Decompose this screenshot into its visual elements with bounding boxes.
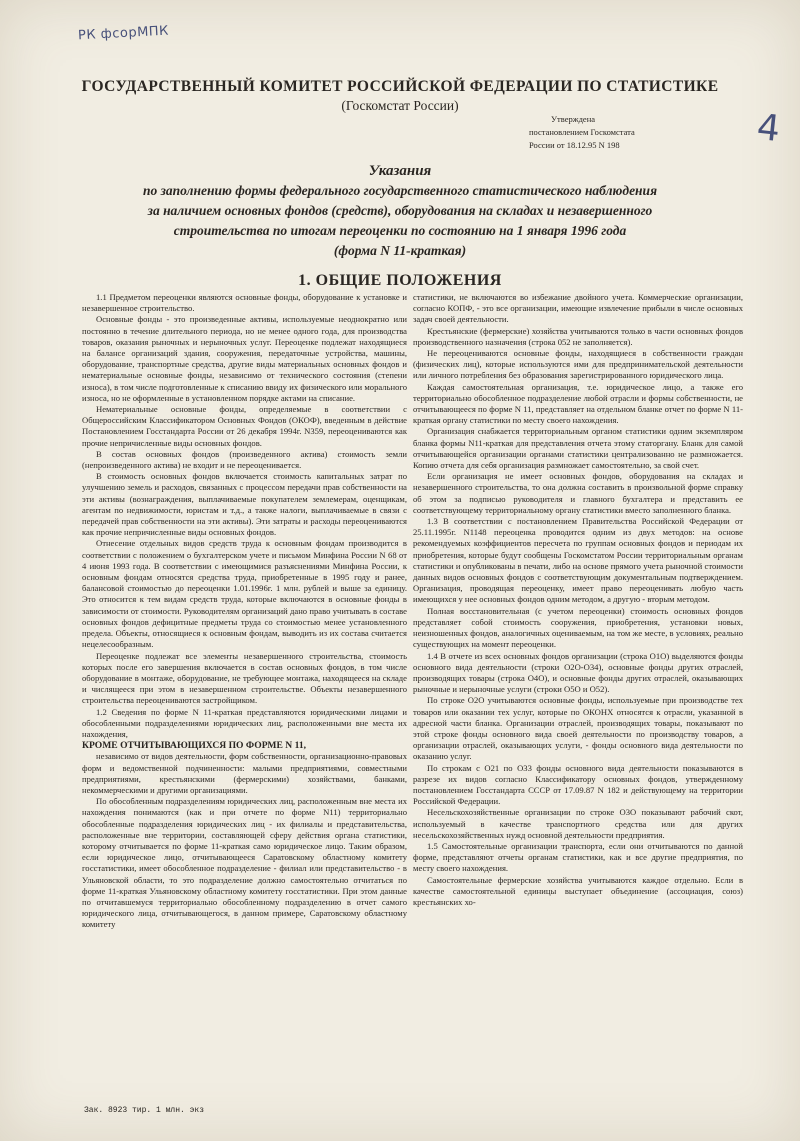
- paragraph: Не переоцениваются основные фонды, находящиеся в собственности граждан (физических лиц), которые используются ими для предпринимательской деятельности или личного потребления без образования зарегистрированного юридического лица.: [413, 348, 743, 381]
- approval-line-date: России от 18.12.95 N 198: [529, 140, 620, 150]
- approval-line-approved: Утверждена: [551, 114, 596, 124]
- paragraph: 1.4 В отчете из всех основных фондов организации (строка О1О) выделяются фонды основного вида деятельности (строки О2О-О34), основные фонды других отраслей, производящих товары (строка О4О), и основные фонды других отраслей, оказывающих рыночные и нерыночные услуги (строки О5О и О52).: [413, 650, 743, 695]
- right-text-column: [413, 292, 743, 1062]
- subheading-line: по заполнению формы федерального государственного статистического наблюдения: [142, 183, 658, 198]
- subheading-line: за наличием основных фондов (средств), оборудования на складах и незавершенного: [147, 203, 653, 218]
- paragraph: Полная восстановительная (с учетом переоценки) стоимость основных фондов представляет собой стоимость сооружения, приобретения, установки новых, неизношенных фондов, аналогичных оцениваемым, на том же месте, в условиях, реально существующих на момент переоценки.: [413, 605, 743, 650]
- document-subheading: [55, 181, 745, 261]
- paragraph: По строкам с О21 по О33 фонды основного вида деятельности показываются в разрезе их видов согласно Классификатору основных фондов, утвержденному постановлением Госстандарта СССР от 17.09.87 N 182 и действующему на территории Российской Федерации.: [413, 762, 743, 807]
- paragraph: Самостоятельные фермерские хозяйства учитываются каждое отдельно. Если в качестве самостоятельной единицы выступает объединение (ассоциация, союз) крестьянских хо-: [413, 874, 743, 907]
- organization-short-name: (Госкомстат России): [341, 98, 459, 113]
- paragraph: В состав основных фондов (произведенного актива) стоимость земли (непроизведенного актива) не входит и не переоценивается.: [82, 448, 407, 471]
- organization-title: ГОСУДАРСТВЕННЫЙ КОМИТЕТ РОССИЙСКОЙ ФЕДЕРАЦИИ ПО СТАТИСТИКЕ: [81, 78, 719, 95]
- approval-stamp: [529, 113, 709, 152]
- paragraph: 1.5 Самостоятельные организации транспорта, если они отчитываются по данной форме, представляют отчеты органам статистики, как и все другие предприятия, по месту своего нахождения.: [413, 840, 743, 874]
- paragraph: 1.1 Предметом переоценки являются основные фонды, оборудование к установке и незавершенное строительство.: [82, 292, 407, 314]
- paragraph: По обособленным подразделениям юридических лиц, расположенным вне места их нахождения понимаются (как и при отчете по форме N11) территориально обособленные подразделения юридических лиц - их филиалы и представительства, расположенные вне территории, составляющей сферу действия органа статистики, которому отчитывается по форме 11-краткая само юридическое лицо. Таким образом, если юридическое лицо, отчитывающееся Саратовскому областному комитету госстатистики, имеет обособленное подразделение - филиал или представительство - в Ульяновской области, то это подразделение должно самостоятельно отчитаться по форме 11-краткая Ульяновскому областному комитету госстатистики. При этом данные по отчитавшемуся территориально обособленному подразделению в отчет самого юридического лица, отчитывающегося, в данном примере, Саратовскому областному комитету: [82, 796, 407, 930]
- paragraph: Крестьянские (фермерские) хозяйства учитываются только в части основных фондов производственного назначения (строка 052 не заполняется).: [413, 325, 743, 347]
- paragraph: Каждая самостоятельная организация, т.е. юридическое лицо, а также его территориально обособленное подразделение любой отрасли и формы собственности, не отчитывающееся по форме N 11, представляет на отдельном бланке отчет по форме N 11-краткая органу статистики по месту своего нахождения.: [413, 381, 743, 426]
- paragraph: Если организация не имеет основных фондов, оборудования на складах и незавершенного строительства, то она должна составить в произвольной форме справку об этом за подписью руководителя и главного бухгалтера и представить ее соответствующему территориальному органу статистики вместо заполненного бланка.: [413, 471, 743, 515]
- paragraph: независимо от видов деятельности, форм собственности, организационно-правовых форм и ведомственной подчиненности: малыми предприятиями, совместными предприятиями, крестьянскими (фермерскими) хозяйствами, банками, некоммерческими и другими организациями.: [82, 751, 407, 795]
- paragraph: статистики, не включаются во избежание двойного учета. Коммерческие организации, согласно КОПФ, - это все организации, имеющие извлечение прибыли в числе основных задач своей деятельности.: [413, 292, 743, 325]
- paragraph: Отнесение отдельных видов средств труда к основным фондам производится в соответствии с положением о бухгалтерском учете и письмом Минфина России N 68 от 4 июня 1993 года. В соответствии с имеющимися разъяснениями Минфина России, к основным фондам относятся средства труда, приобретенные в 1995 году и ранее, балансовой стоимостью до переоценки 1.01.1996г. 1 млн. рублей и выше за единицу. Это относится к тем видам средств труда, которые включаются в основные фонды в зависимости от стоимости. Руководителям организаций дано право учитывать в составе основных фондов дефицитные предметы труда со стоимостью менее установленного предела. Объекты, относящиеся к основным фондам, выводить из их состава считается нецелесообразным.: [82, 538, 407, 650]
- emphasized-paragraph: КРОМЕ ОТЧИТЫВАЮЩИХСЯ ПО ФОРМЕ N 11,: [82, 740, 307, 752]
- subheading-line: строительства по итогам переоценки по состоянию на 1 января 1996 года: [173, 223, 627, 238]
- print-order-footer: Зак. 8923 тир. 1 млн. экз: [84, 1106, 205, 1115]
- paragraph: 1.2 Сведения по форме N 11-краткая представляются юридическими лицами и обособленными подразделениями юридических лиц, расположенными вне места их нахождения,: [82, 706, 407, 739]
- paragraph: Нематериальные основные фонды, определяемые в соответствии с Общероссийским Классификатором Основных Фондов (ОКОФ), введенным в действие Постановлением Госстандарта России от 26 декабря 1994г. N359, переоцениваются как прочие непричисленные виды основных фондов.: [82, 404, 407, 448]
- paragraph: Переоценке подлежат все элементы незавершенного строительства, стоимость которых после его завершения включается в состав основных фондов, в том числе оборудование в монтаже, оборудование, не требующее монтажа, находящееся на складе и числящееся при этом в незавершенном строительстве. Объекты незавершенного строительства переоцениваются застройщиком.: [82, 650, 407, 706]
- handwritten-page-mark: 4: [754, 106, 782, 151]
- document-heading: Указания: [368, 163, 432, 179]
- paragraph: Несельскохозяйственные организации по строке О3О показывают рабочий скот, используемый в качестве транспортного средства или для других несельскохозяйственных нужд основной деятельности предприятия.: [413, 807, 743, 840]
- left-text-column: [82, 292, 407, 1062]
- approval-line-resolution: постановлением Госкомстата: [529, 127, 635, 137]
- handwritten-annotation: РК фсорМПК: [77, 23, 170, 44]
- subheading-line: (форма N 11-краткая): [333, 243, 467, 258]
- paragraph: Организация снабжается территориальным органом статистики одним экземпляром бланка формы N11-краткая для представления отчета этому статоргану. Бланк для самой отчитывающейся организации органами статистики централизованно не размножается. Копию отчета для себя организация размножает самостоятельно, за свой счет.: [413, 426, 743, 471]
- paragraph: По строке О2О учитываются основные фонды, используемые при производстве тех товаров или оказании тех услуг, которые по ОКОНХ относятся к отрасли, указанной в адресной части бланка. Организации отраслей, производящих товары, показывают по этой строке фонды основного вида своей деятельности по производству товаров, а организации отраслей, оказывающих услуги, - фонды основного вида деятельности по оказанию услуг.: [413, 695, 743, 762]
- paragraph: 1.3 В соответствии с постановлением Правительства Российской Федерации от 25.11.1995г. N1148 переоценка проводится одним из двух методов: на основе рекомендуемых коэффициентов пересчета по группам основных фондов и периодам их приобретения, которые будут сообщены Госкомстатом России территориальным органам статистики и опубликованы в печати, либо на основе прямого учета рыночной стоимости данных видов основных фондов с соответствующим документальным подтверждением. Организация, проводящая переоценку, имеет право переоценивать любую часть имеющихся у нее основных фондов одним методом, а другую - вторым методом.: [413, 516, 743, 605]
- paragraph: В стоимость основных фондов включается стоимость капитальных затрат по улучшению земель и расходов, связанных с процессом передачи прав собственности на эти активы (вознаграждения, выплачиваемые покупателем землемерам, оценщикам, агентам по недвижимости, юристам и т.д., а также налоги, выплачиваемые в связи с передачей прав собственности на эти активы). Эти затраты и расходы переоцениваются как прочие непричисленные виды основных фондов.: [82, 471, 407, 538]
- paragraph: Основные фонды - это произведенные активы, используемые неоднократно или постоянно в течение длительного периода, но не менее одного года, для производства товаров, оказания рыночных и нерыночных услуг. Переоценке подлежат находящиеся на балансе организаций здания, сооружения, передаточные устройства, машины, оборудование, транспортные средства, другие виды материальных основных фондов и нематериальные основные фонды, независимо от технического состояния (степени износа), в том числе подготовленные к списанию ввиду их физического или морального износа, но не оформленные в установленном порядке актами на списание.: [82, 314, 407, 403]
- section-title: 1. ОБЩИЕ ПОЛОЖЕНИЯ: [298, 272, 502, 289]
